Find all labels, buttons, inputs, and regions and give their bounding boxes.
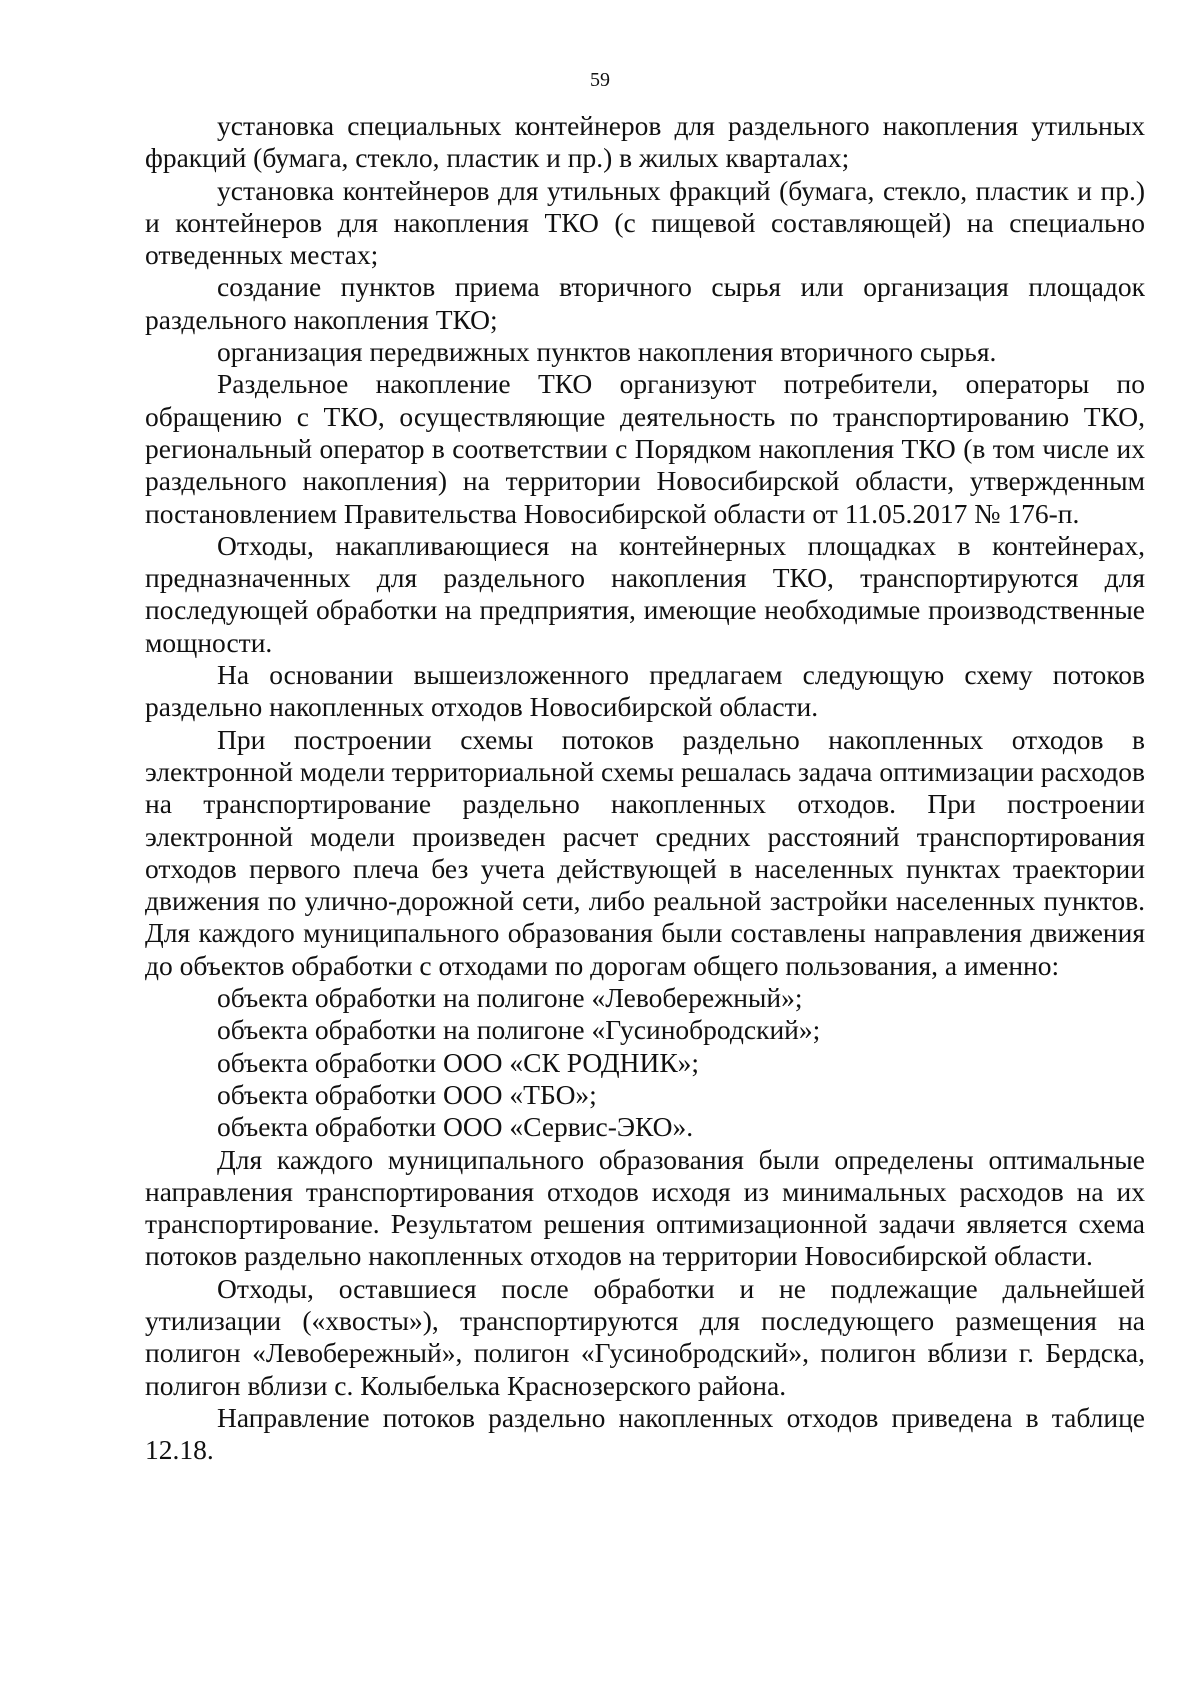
paragraph-residual-waste: Отходы, оставшиеся после обработки и не подлежащие дальнейшей утилизации («хвосты»), транспортируются для последующего размещения на полигон «Левобережный», полигон «Гусинобродский», полигон вблизи г. Бердска, полигон вблизи с. Колыбелька Краснозерского района. xyxy=(145,1272,1145,1401)
paragraph-proposed-scheme: На основании вышеизложенного предлагаем следующую схему потоков раздельно накопленных отходов Новосибирской области. xyxy=(145,659,1145,723)
paragraph-collection-points: создание пунктов приема вторичного сырья или организация площадок раздельного накопления ТКО; xyxy=(145,271,1145,335)
paragraph-optimal-directions: Для каждого муниципального образования были определены оптимальные направления транспортирования отходов исходя из минимальных расходов на их транспортирование. Результатом решения оптимизационной задачи является схема потоков раздельно накопленных отходов на территории Новосибирской области. xyxy=(145,1143,1145,1272)
list-item-gusinobrodsky: объекта обработки на полигоне «Гусинобродский»; xyxy=(217,1014,821,1046)
paragraph-table-reference: Направление потоков раздельно накопленных отходов приведена в таблице 12.18. xyxy=(145,1401,1145,1466)
list-item-servis-eko: объекта обработки ООО «Сервис-ЭКО». xyxy=(217,1111,694,1143)
paragraph-waste-transport: Отходы, накапливающиеся на контейнерных площадках в контейнерах, предназначенных для раздельного накопления ТКО, транспортируются для последующей обработки на предприятия, имеющие необходимые производственные мощности. xyxy=(145,529,1145,658)
paragraph-mobile-points: организация передвижных пунктов накопления вторичного сырья. xyxy=(217,336,997,368)
document-body xyxy=(145,110,1145,1466)
paragraph-containers-residential: установка специальных контейнеров для раздельного накопления утильных фракций (бумага, стекло, пластик и пр.) в жилых кварталах; xyxy=(145,110,1145,174)
paragraph-separate-accumulation: Раздельное накопление ТКО организуют потребители, операторы по обращению с ТКО, осуществляющие деятельность по транспортированию ТКО, региональный оператор в соответствии с Порядком накопления ТКО (в том числе их раздельного накопления) на территории Новосибирской области, утвержденным постановлением Правительства Новосибирской области от 11.05.2017 № 176-п. xyxy=(145,368,1145,529)
list-item-levoberezhny: объекта обработки на полигоне «Левобережный»; xyxy=(217,982,803,1014)
paragraph-containers-special-places: установка контейнеров для утильных фракций (бумага, стекло, пластик и пр.) и контейнеров для накопления ТКО (с пищевой составляющей) на специально отведенных местах; xyxy=(145,174,1145,271)
list-item-tbo: объекта обработки ООО «ТБО»; xyxy=(217,1078,597,1110)
list-item-sk-rodnik: объекта обработки ООО «СК РОДНИК»; xyxy=(217,1046,700,1078)
paragraph-electronic-model: При построении схемы потоков раздельно накопленных отходов в электронной модели территориальной схемы решалась задача оптимизации расходов на транспортирование раздельно накопленных отходов. При построении электронной модели произведен расчет средних расстояний транспортирования отходов первого плеча без учета действующей в населенных пунктах траектории движения по улично-дорожной сети, либо реальной застройки населенных пунктов. Для каждого муниципального образования были составлены направления движения до объектов обработки с отходами по дорогам общего пользования, а именно: xyxy=(145,723,1145,981)
page-number: 59 xyxy=(590,69,610,91)
